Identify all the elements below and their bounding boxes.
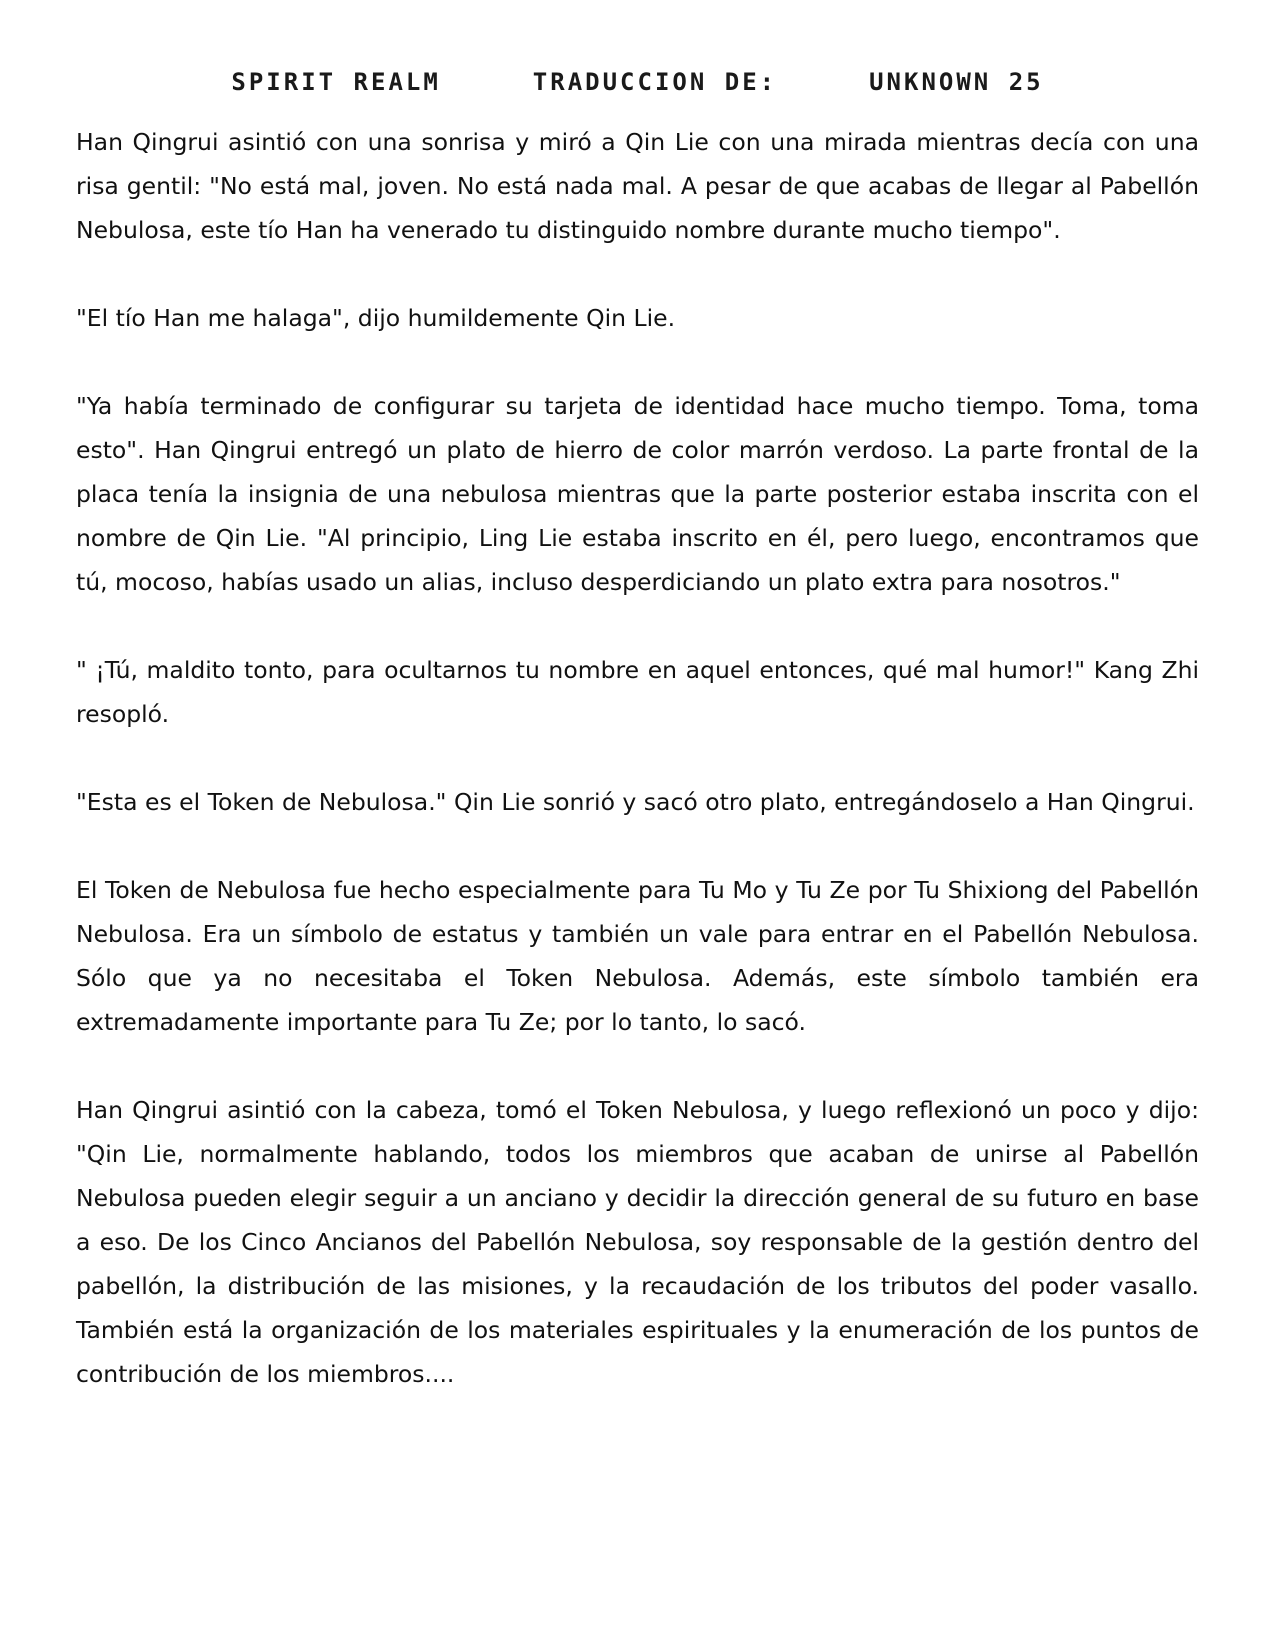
paragraph: " ¡Tú, maldito tonto, para ocultarnos tu nombre en aquel entonces, qué mal humor!" Kang Zhi resopló.: [76, 656, 1199, 728]
header-credit-label: TRADUCCION DE:: [532, 68, 778, 96]
header-translator: UNKNOWN 25: [869, 68, 1044, 96]
paragraph: "Ya había terminado de configurar su tarjeta de identidad hace mucho tiempo. Toma, toma esto". Han Qingrui entregó un plato de hierro de color marrón verdoso. La parte frontal de la placa tenía la insignia de una nebulosa mientras que la parte posterior estaba inscrita con el nombre de Qin Lie. "Al principio, Ling Lie estaba inscrito en él, pero luego, encontramos que tú, mocoso, habías usado un alias, incluso desperdiciando un plato extra para nosotros.": [76, 392, 1199, 596]
paragraph: El Token de Nebulosa fue hecho especialmente para Tu Mo y Tu Ze por Tu Shixiong del Pabellón Nebulosa. Era un símbolo de estatus y también un vale para entrar en el Pabellón Nebulosa. Sólo que ya no necesitaba el Token Nebulosa. Además, este símbolo también era extremadamente importante para Tu Ze; por lo tanto, lo sacó.: [76, 876, 1199, 1036]
paragraph: "Esta es el Token de Nebulosa." Qin Lie sonrió y sacó otro plato, entregándoselo a Han Qingrui.: [76, 788, 1195, 816]
header-title: SPIRIT REALM: [231, 68, 441, 96]
paragraph: "El tío Han me halaga", dijo humildemente Qin Lie.: [76, 304, 676, 332]
paragraph: Han Qingrui asintió con la cabeza, tomó el Token Nebulosa, y luego reflexionó un poco y dijo: "Qin Lie, normalmente hablando, todos los miembros que acaban de unirse al Pabellón Nebulosa pueden elegir seguir a un anciano y decidir la dirección general de su futuro en base a eso. De los Cinco Ancianos del Pabellón Nebulosa, soy responsable de la gestión dentro del pabellón, la distribución de las misiones, y la recaudación de los tributos del poder vasallo. También está la organización de los materiales espirituales y la enumeración de los puntos de contribución de los miembros....: [76, 1096, 1199, 1388]
page-header: [76, 68, 1199, 108]
chapter-body: [76, 120, 1199, 1396]
paragraph: Han Qingrui asintió con una sonrisa y miró a Qin Lie con una mirada mientras decía con una risa gentil: "No está mal, joven. No está nada mal. A pesar de que acabas de llegar al Pabellón Nebulosa, este tío Han ha venerado tu distinguido nombre durante mucho tiempo".: [76, 128, 1199, 244]
